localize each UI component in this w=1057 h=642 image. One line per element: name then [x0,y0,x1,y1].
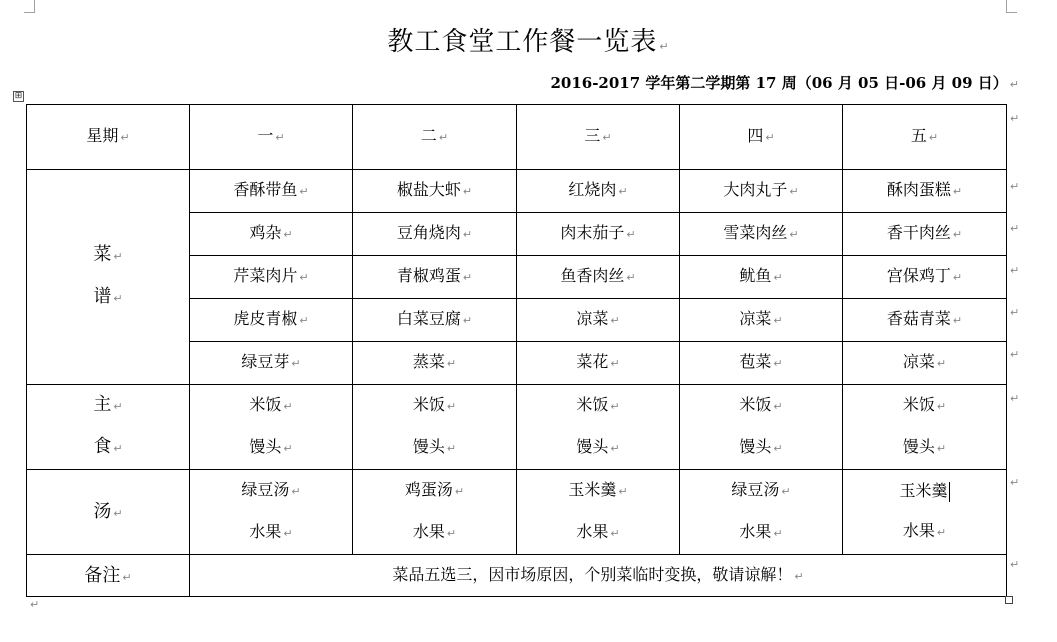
paragraph-mark-icon: ↵ [446,357,457,370]
row-end-mark-icon: ↵ [1010,558,1020,571]
paragraph-mark-icon: ↵ [113,250,123,263]
dish-cell[interactable]: 香酥带鱼 ↵ [190,170,353,213]
dishes-label-cell[interactable] [27,170,190,385]
dish-cell[interactable]: 白菜豆腐 ↵ [353,299,517,342]
dish-cell[interactable]: 豆角烧肉 ↵ [353,213,517,256]
row-end-mark-icon: ↵ [1010,180,1020,193]
row-end-mark-icon: ↵ [1010,222,1020,235]
soup-cell[interactable]: 绿豆汤 ↵ 水果 ↵ [190,470,353,555]
paragraph-mark-icon: ↵ [936,357,947,370]
weekday-header-row [27,105,1007,170]
paragraph-mark-icon: ↵ [291,357,301,370]
dish-cell[interactable]: 苞菜 ↵ [680,342,843,385]
paragraph-mark-icon: ↵ [283,400,293,413]
title-text: 教工食堂工作餐一览表 [387,27,658,57]
soup-row [27,470,1007,555]
paragraph-mark-icon: ↵ [454,485,465,498]
paragraph-mark-icon: ↵ [462,314,473,327]
dish-cell[interactable]: 肉末茄子 ↵ [517,213,680,256]
subtitle-text: 2016-2017 学年第二学期第 17 周（06 月 05 日-06 月 09 日） [550,74,1008,92]
meal-menu-table [26,104,1007,597]
paragraph-mark-icon: ↵ [446,527,457,540]
paragraph-mark-icon: ↵ [610,400,620,413]
paragraph-mark-icon: ↵ [299,185,309,198]
paragraph-mark-icon: ↵ [773,357,783,370]
paragraph-mark-icon: ↵ [1009,78,1019,91]
paragraph-mark-icon: ↵ [462,228,473,241]
dish-cell[interactable]: 绿豆芽 ↵ [190,342,353,385]
paragraph-mark-icon: ↵ [120,131,130,144]
paragraph-mark-icon: ↵ [781,485,791,498]
paragraph-mark-icon: ↵ [113,442,123,455]
paragraph-mark-icon: ↵ [789,185,799,198]
paragraph-mark-icon: ↵ [283,527,293,540]
paragraph-mark-icon: ↵ [789,228,799,241]
paragraph-mark-icon: ↵ [952,185,963,198]
paragraph-mark-icon: ↵ [618,485,628,498]
week-subtitle [550,72,1019,94]
document-title [0,24,1057,60]
paragraph-mark-icon: ↵ [610,314,620,327]
paragraph-mark-icon: ↵ [773,314,783,327]
staple-cell[interactable]: 米饭 ↵ 馒头 ↵ [843,385,1007,470]
dish-cell[interactable]: 芹菜肉片 ↵ [190,256,353,299]
dish-cell[interactable]: 鱿鱼 ↵ [680,256,843,299]
paragraph-mark-icon: ↵ [30,598,40,611]
note-text-cell[interactable]: 菜品五选三，因市场原因，个别菜临时变换，敬请谅解！ ↵ [190,555,1007,597]
paragraph-mark-icon: ↵ [936,442,947,455]
day-header-cell[interactable]: 五 ↵ [843,105,1007,170]
soup-cell[interactable]: 玉米羹 ↵ 水果 ↵ [517,470,680,555]
paragraph-mark-icon: ↵ [602,131,612,144]
page-corner-mark-right [1006,0,1017,13]
dish-cell[interactable]: 凉菜 ↵ [680,299,843,342]
paragraph-mark-icon: ↵ [659,40,670,53]
row-end-mark-icon: ↵ [1010,348,1020,361]
paragraph-mark-icon: ↵ [952,314,963,327]
paragraph-mark-icon: ↵ [928,131,939,144]
paragraph-mark-icon: ↵ [275,131,285,144]
paragraph-mark-icon: ↵ [626,271,636,284]
staple-cell[interactable]: 米饭 ↵ 馒头 ↵ [353,385,517,470]
table-resize-handle[interactable] [1005,596,1013,604]
dish-cell[interactable]: 大肉丸子 ↵ [680,170,843,213]
paragraph-mark-icon: ↵ [773,400,783,413]
paragraph-mark-icon: ↵ [462,271,473,284]
dish-cell[interactable]: 凉菜 ↵ [517,299,680,342]
day-header-cell[interactable]: 三 ↵ [517,105,680,170]
paragraph-mark-icon: ↵ [299,314,309,327]
paragraph-mark-icon: ↵ [462,185,473,198]
row-end-mark-icon: ↵ [1010,392,1020,405]
dish-row [27,170,1007,213]
dish-cell[interactable]: 凉菜 ↵ [843,342,1007,385]
dish-cell[interactable]: 鱼香肉丝 ↵ [517,256,680,299]
paragraph-mark-icon: ↵ [283,228,293,241]
dish-cell[interactable]: 香干肉丝 ↵ [843,213,1007,256]
soup-cell[interactable]: 玉米羹 水果 ↵ [843,470,1007,555]
dish-cell[interactable]: 酥肉蛋糕 ↵ [843,170,1007,213]
paragraph-mark-icon: ↵ [952,228,963,241]
dish-cell[interactable]: 雪菜肉丝 ↵ [680,213,843,256]
paragraph-mark-icon: ↵ [610,527,620,540]
paragraph-mark-icon: ↵ [113,292,123,305]
row-end-mark-icon: ↵ [1010,264,1020,277]
paragraph-mark-icon: ↵ [446,400,457,413]
staple-cell[interactable]: 米饭 ↵ 馒头 ↵ [517,385,680,470]
paragraph-mark-icon: ↵ [610,357,620,370]
weekday-label-cell[interactable]: 星期 ↵ [27,105,190,170]
dish-cell[interactable]: 蒸菜 ↵ [353,342,517,385]
paragraph-mark-icon: ↵ [936,400,947,413]
day-header-cell[interactable]: 四 ↵ [680,105,843,170]
staple-label-cell[interactable]: 主 ↵ 食 ↵ [27,385,190,470]
dishes-label-line: 菜 ↵ [93,244,123,265]
paragraph-mark-icon: ↵ [122,570,132,584]
dish-cell[interactable]: 宫保鸡丁 ↵ [843,256,1007,299]
soup-label-cell[interactable]: 汤 ↵ [27,470,190,555]
staple-cell[interactable]: 米饭 ↵ 馒头 ↵ [190,385,353,470]
day-header-cell[interactable]: 一 ↵ [190,105,353,170]
dish-cell[interactable]: 虎皮青椒 ↵ [190,299,353,342]
row-end-mark-icon: ↵ [1010,306,1020,319]
paragraph-mark-icon: ↵ [952,271,963,284]
paragraph-mark-icon: ↵ [610,442,620,455]
paragraph-mark-icon: ↵ [773,527,783,540]
paragraph-mark-icon: ↵ [438,131,449,144]
dish-cell[interactable]: 香菇青菜 ↵ [843,299,1007,342]
paragraph-mark-icon: ↵ [113,507,123,520]
dish-cell[interactable]: 菜花 ↵ [517,342,680,385]
table-move-handle-icon[interactable]: ⊞ [14,91,23,101]
dish-cell[interactable]: 红烧肉 ↵ [517,170,680,213]
staple-cell[interactable]: 米饭 ↵ 馒头 ↵ [680,385,843,470]
paragraph-mark-icon: ↵ [794,569,804,583]
paragraph-mark-icon: ↵ [626,228,636,241]
paragraph-mark-icon: ↵ [113,400,123,413]
text-cursor [949,482,950,502]
dish-cell[interactable]: 鸡杂 ↵ [190,213,353,256]
paragraph-mark-icon: ↵ [299,271,309,284]
note-row [27,555,1007,597]
paragraph-mark-icon: ↵ [618,185,628,198]
row-end-mark-icon: ↵ [1010,112,1020,125]
paragraph-mark-icon: ↵ [773,271,783,284]
page-corner-mark-left [24,0,35,13]
day-header-cell[interactable]: 二 ↵ [353,105,517,170]
paragraph-mark-icon: ↵ [291,485,301,498]
paragraph-mark-icon: ↵ [765,131,775,144]
dish-cell[interactable]: 青椒鸡蛋 ↵ [353,256,517,299]
dishes-label-line: 谱 ↵ [93,286,123,307]
dish-cell[interactable]: 椒盐大虾 ↵ [353,170,517,213]
soup-cell[interactable]: 鸡蛋汤 ↵ 水果 ↵ [353,470,517,555]
note-label-cell[interactable]: 备注 ↵ [27,555,190,597]
paragraph-mark-icon: ↵ [936,526,947,539]
paragraph-mark-icon: ↵ [283,442,293,455]
staple-row [27,385,1007,470]
paragraph-mark-icon: ↵ [773,442,783,455]
soup-cell[interactable]: 绿豆汤 ↵ 水果 ↵ [680,470,843,555]
row-end-mark-icon: ↵ [1010,476,1020,489]
paragraph-mark-icon: ↵ [446,442,457,455]
